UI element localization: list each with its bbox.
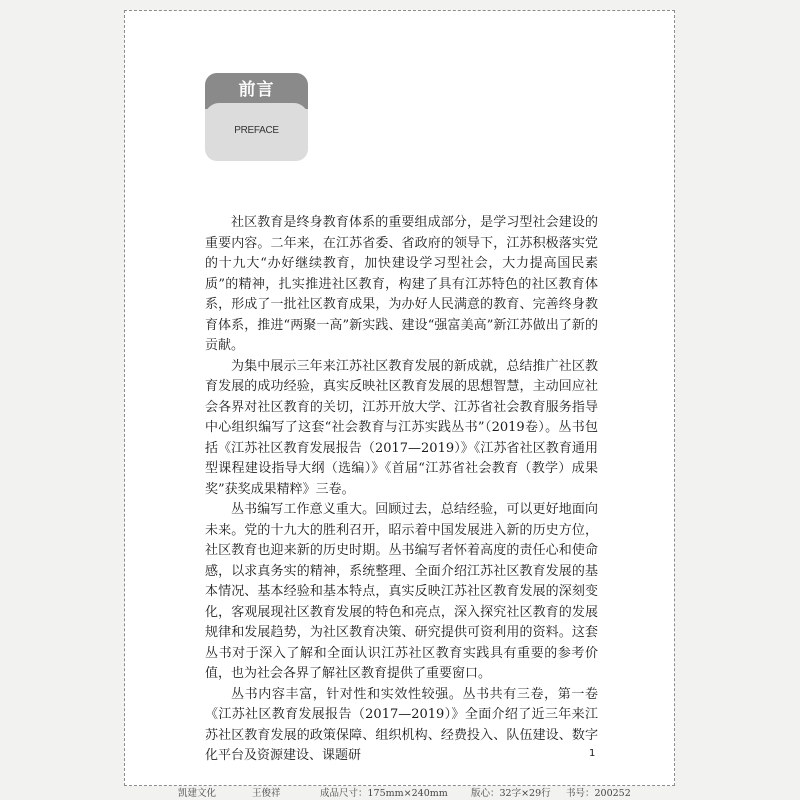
badge-notch — [205, 103, 308, 121]
footer-core: 版心：32字×29行 — [471, 788, 551, 799]
paragraph: 丛书编写工作意义重大。回顾过去，总结经验，可以更好地面向未来。党的十九大的胜利召开，昭示着中国发展进入新的历史方位，社区教育也迎来新的历史时期。丛书编写者怀着高度的责任心和使命感，以求真务实的精神，系统整理、全面介绍江苏社区教育发展的基本情况、基本经验和基本特点，真实反映江苏社区教育发展的深刻变化，客观展现社区教育发展的特色和亮点，深入探究社区教育的发展规律和发展趋势，为社区教育决策、研究提供可资利用的资料。这套丛书对于深入了解和全面认识江苏社区教育实践具有重要的参考价值，也为社会各界了解社区教育提供了重要窗口。 — [205, 502, 598, 681]
paragraph: 为集中展示三年来江苏社区教育发展的新成就，总结推广社区教育发展的成功经验，真实反映社区教育发展的思想智慧，主动回应社会各界对社区教育的关切，江苏开放大学、江苏省社会教育服务指导中心组织编写了这套“社会教育与江苏实践丛书”（2019卷）。丛书包括《江苏社区教育发展报告（2017—2019）》《江苏省社区教育通用型课程建设指导大纲（选编）》《首届“江苏省社会教育（教学）成果奖”获奖成果精粹》三卷。 — [205, 358, 598, 497]
chapter-title: 前言 — [238, 80, 275, 100]
chapter-subtitle: PREFACE — [234, 125, 279, 136]
footer-publisher: 凯建文化 — [178, 788, 217, 799]
preface-badge — [205, 73, 308, 161]
footer-size: 成品尺寸：175mm×240mm — [320, 788, 448, 799]
page-number: 1 — [589, 748, 596, 759]
footer-book-no: 书号：200252 — [566, 788, 631, 799]
print-footer — [0, 787, 800, 800]
paragraph: 社区教育是终身教育体系的重要组成部分，是学习型社会建设的重要内容。二年来，在江苏省委、省政府的领导下，江苏积极落实党的十九大“办好继续教育，加快建设学习型社会，大力提高国民素质”的精神，扎实推进社区教育，构建了具有江苏特色的社区教育体系，形成了一批社区教育成果，为办好人民满意的教育、完善终身教育体系，推进“两聚一高”新实践、建设“强富美高”新江苏做出了新的贡献。 — [205, 215, 598, 353]
paragraph: 丛书内容丰富，针对性和实效性较强。丛书共有三卷，第一卷《江苏社区教育发展报告（2017—2019）》全面介绍了近三年来江苏社区教育发展的政策保障、组织机构、经费投入、队伍建设、数字化平台及资源建设、课题研 — [205, 686, 598, 763]
footer-designer: 王俊祥 — [252, 788, 281, 799]
body-text — [205, 213, 598, 767]
